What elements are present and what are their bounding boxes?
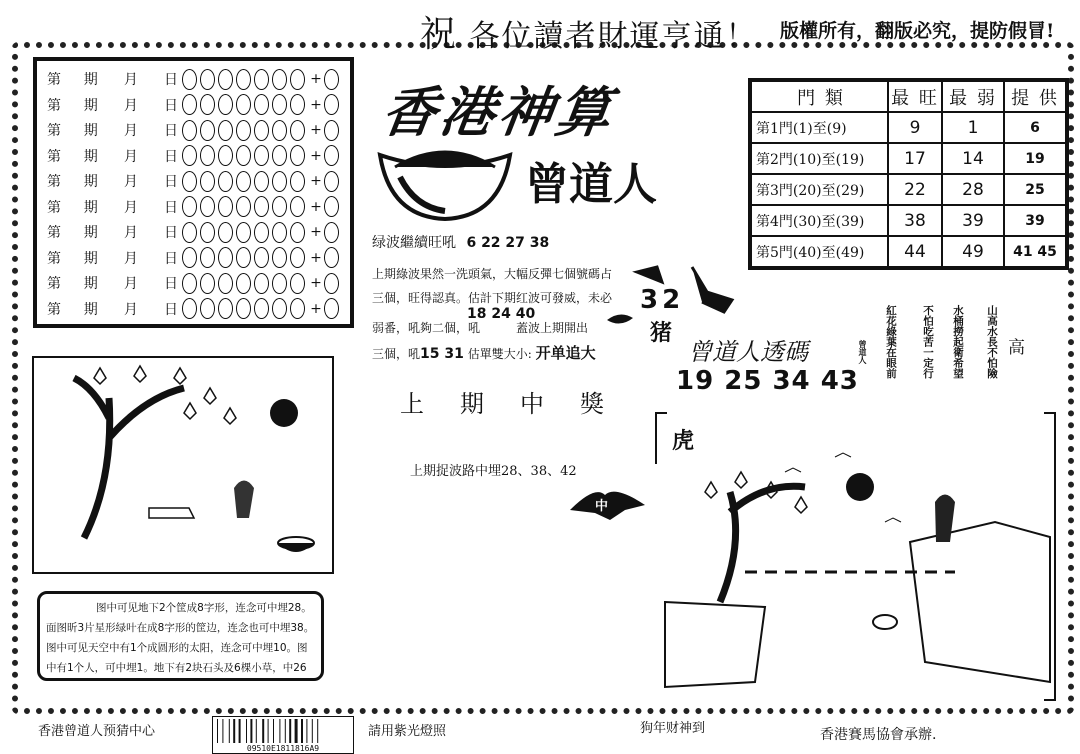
record-cell: 第	[47, 250, 61, 267]
door-weak: 1	[942, 112, 1004, 143]
door-hot: 38	[888, 205, 942, 236]
zodiac-number: 32	[640, 285, 685, 315]
special-number-circle	[324, 120, 339, 141]
record-cell: 日	[164, 72, 179, 88]
number-circle	[218, 120, 233, 141]
table-row	[47, 67, 342, 91]
number-circle	[254, 145, 269, 166]
record-cell: 日	[164, 250, 179, 267]
number-circle	[218, 145, 233, 166]
record-cell: 第	[47, 301, 61, 318]
number-circle	[272, 273, 287, 294]
record-cell: 期	[83, 72, 98, 88]
number-circle	[236, 171, 251, 192]
door-give: 6	[1004, 112, 1067, 143]
number-circle	[290, 196, 305, 217]
footer-year-slogan: 狗年财神到	[640, 721, 706, 736]
caption-line-2: 面图昕3片星形绿叶在成8字形的筐边，连念也可中埋38。	[46, 622, 315, 634]
green-wave-label: 绿波繼續旺吼	[372, 235, 456, 251]
number-circle	[272, 222, 287, 243]
footer-organizer: 香港賽馬協會承辦.	[820, 727, 937, 743]
number-circle	[290, 298, 305, 319]
record-cell: 期	[83, 123, 98, 139]
record-cell: 期	[83, 250, 98, 267]
table-row	[750, 236, 1067, 268]
number-circle	[272, 247, 287, 268]
barcode-bar	[312, 719, 313, 743]
barcode-bar	[222, 719, 223, 743]
analysis-line-4	[372, 342, 596, 363]
number-circle	[182, 273, 197, 294]
number-circle	[200, 145, 215, 166]
plus-sign: +	[310, 224, 322, 240]
number-circle	[236, 69, 251, 90]
number-circle	[200, 222, 215, 243]
number-circle	[218, 69, 233, 90]
blessing-char: 祝	[420, 14, 459, 55]
poem-column-2: 不怕吃苦一定行	[922, 305, 934, 379]
barcode-text: 09510E1811816A9	[213, 744, 353, 753]
number-circle	[200, 273, 215, 294]
record-cell: 第	[47, 225, 61, 241]
barcode-bar	[317, 719, 318, 743]
number-circle	[290, 247, 305, 268]
barcode-bar	[250, 719, 252, 743]
number-circle	[272, 69, 287, 90]
number-circle	[254, 171, 269, 192]
number-circle	[182, 69, 197, 90]
door-give: 19	[1004, 143, 1067, 174]
record-cell: 第	[47, 97, 61, 114]
record-cell: 月	[123, 123, 138, 139]
record-cell: 第	[47, 123, 61, 139]
door-table-header	[750, 80, 1067, 112]
record-table	[33, 57, 354, 328]
table-row	[47, 93, 342, 117]
door-weak: 49	[942, 236, 1004, 268]
table-row	[47, 271, 342, 295]
number-circle	[290, 69, 305, 90]
table-row	[47, 195, 342, 219]
number-circle	[236, 273, 251, 294]
record-cell: 月	[123, 250, 138, 267]
record-cell: 期	[83, 174, 98, 190]
number-circle	[290, 120, 305, 141]
last-wave-note: 上期捉波路中埋28、38、42	[410, 464, 577, 479]
barcode-bar	[268, 719, 269, 743]
poem-signature: 曾道人	[858, 340, 868, 364]
special-number-circle	[324, 298, 339, 319]
plus-sign: +	[310, 147, 322, 164]
number-circle	[182, 120, 197, 141]
record-cell: 日	[164, 276, 179, 292]
door-range: 第3門(20)至(29)	[750, 174, 888, 205]
table-row	[750, 143, 1067, 174]
barcode-bar	[289, 719, 291, 743]
caption-line-1: 图中可见地下2个筐成8字形，连念可中埋28。	[96, 602, 312, 614]
special-number-circle	[324, 94, 339, 115]
analysis-numbers: 18 24 40	[467, 306, 536, 322]
number-circle	[182, 222, 197, 243]
gold-ingot-icon	[375, 147, 515, 223]
barcode-bar	[285, 719, 286, 743]
record-cell: 月	[123, 225, 138, 241]
number-circle	[182, 247, 197, 268]
number-circle	[272, 120, 287, 141]
record-cell: 日	[164, 148, 179, 165]
brush-stroke-icon	[605, 310, 635, 330]
number-circle	[236, 196, 251, 217]
caption-line-3: 图中可见天空中有1个成圆形的太阳，连念可中埋10。图	[46, 642, 308, 654]
record-cell: 月	[123, 276, 138, 292]
record-cell: 月	[123, 72, 138, 88]
number-circle	[236, 298, 251, 319]
analysis-line-4-bold: 开单追大	[535, 344, 596, 362]
number-circle	[272, 196, 287, 217]
record-cell: 日	[164, 225, 179, 241]
door-give: 25	[1004, 174, 1067, 205]
door-header-hot: 最 旺	[888, 80, 942, 112]
number-circle	[218, 196, 233, 217]
poem-column-3: 水桶撈起衛希望	[952, 305, 964, 379]
special-number-circle	[324, 273, 339, 294]
caption-line-4: 中有1个人，可中埋1。地下有2块石头及6棵小草，中26	[46, 662, 307, 674]
footer-uv-note: 請用紫光燈照	[368, 724, 447, 739]
door-header-weak: 最 弱	[942, 80, 1004, 112]
number-circle	[290, 145, 305, 166]
plus-sign: +	[310, 173, 322, 189]
number-circle	[218, 171, 233, 192]
number-circle	[218, 222, 233, 243]
plus-sign: +	[310, 198, 322, 215]
record-cell: 月	[123, 97, 138, 114]
number-circle	[254, 222, 269, 243]
record-cell: 日	[164, 97, 179, 114]
record-cell: 第	[47, 199, 61, 216]
record-cell: 日	[164, 123, 179, 139]
special-number-circle	[324, 196, 339, 217]
reveal-title: 曾道人透碼	[688, 338, 808, 366]
center-zodiac-char: 中	[595, 499, 609, 514]
door-range: 第4門(30)至(39)	[750, 205, 888, 236]
blessing-text: 各位讀者財運亨通！	[469, 19, 758, 54]
record-cell: 日	[164, 199, 179, 216]
number-circle	[200, 247, 215, 268]
number-circle	[272, 94, 287, 115]
author-name: 曾道人	[525, 159, 657, 210]
barcode-bars-icon	[213, 717, 353, 745]
number-circle	[254, 69, 269, 90]
number-circle	[182, 171, 197, 192]
analysis-line-3: 弱番，吼夠二個，吼 蓋波上期開出	[372, 321, 589, 335]
table-row	[47, 297, 342, 321]
number-circle	[236, 222, 251, 243]
door-range: 第1門(1)至(9)	[750, 112, 888, 143]
record-cell: 第	[47, 174, 61, 190]
number-circle	[254, 196, 269, 217]
number-circle	[200, 120, 215, 141]
table-row	[47, 220, 342, 244]
tree-farmer-illustration	[34, 358, 332, 572]
record-cell: 第	[47, 72, 61, 88]
analysis-line-1: 上期綠波果然一洗頭氣，大幅反彈七個號碼占	[372, 267, 613, 281]
puzzle-illustration-left	[32, 356, 334, 574]
barcode-bar	[295, 719, 298, 743]
puzzle-illustration-right	[655, 412, 1055, 697]
barcode-bar	[301, 719, 303, 743]
record-cell: 期	[83, 148, 98, 165]
barcode-bar	[273, 719, 274, 743]
table-row	[47, 246, 342, 270]
number-circle	[218, 298, 233, 319]
number-circle	[272, 298, 287, 319]
number-circle	[182, 298, 197, 319]
barcode-bar	[229, 719, 230, 743]
door-range: 第5門(40)至(49)	[750, 236, 888, 268]
green-wave-line	[372, 232, 549, 252]
footer-center-name: 香港曾道人预猜中心	[38, 724, 156, 739]
special-number-circle	[324, 171, 339, 192]
door-header-category: 門 類	[750, 80, 888, 112]
record-cell: 期	[83, 276, 98, 292]
table-row	[750, 112, 1067, 143]
number-circle	[182, 145, 197, 166]
number-circle	[272, 171, 287, 192]
barcode	[212, 716, 354, 754]
record-cell: 第	[47, 276, 61, 292]
plus-sign: +	[310, 249, 322, 266]
plus-sign: +	[310, 71, 322, 87]
door-weak: 28	[942, 174, 1004, 205]
number-circle	[200, 94, 215, 115]
record-cell: 期	[83, 97, 98, 114]
record-cell: 期	[83, 199, 98, 216]
door-hot: 22	[888, 174, 942, 205]
analysis-line-4-nums: 15 31	[420, 346, 464, 362]
door-give: 41 45	[1004, 236, 1067, 268]
door-weak: 39	[942, 205, 1004, 236]
poem-column-4: 山高水長不怕險	[986, 305, 998, 379]
number-circle	[254, 120, 269, 141]
record-cell: 月	[123, 199, 138, 216]
poem-column-1: 紅花綠葉在眼前	[885, 305, 897, 379]
record-cell: 期	[83, 301, 98, 318]
page-title: 香港神算	[378, 81, 619, 144]
poem-high-char: 高	[1008, 338, 1025, 358]
record-cell: 第	[47, 148, 61, 165]
record-cell: 月	[123, 301, 138, 318]
number-circle	[272, 145, 287, 166]
door-header-give: 提 供	[1004, 80, 1067, 112]
special-number-circle	[324, 222, 339, 243]
copyright-notice: 版權所有，翻版必究，提防假冒!	[780, 20, 1055, 42]
last-prize-heading: 上期中獎	[400, 390, 640, 418]
table-row	[47, 118, 342, 142]
illustration-caption	[37, 591, 324, 681]
door-hot: 17	[888, 143, 942, 174]
number-circle	[254, 273, 269, 294]
special-number-circle	[324, 247, 339, 268]
special-number-circle	[324, 145, 339, 166]
number-circle	[236, 247, 251, 268]
record-cell: 期	[83, 225, 98, 241]
door-hot: 44	[888, 236, 942, 268]
number-circle	[200, 171, 215, 192]
number-circle	[200, 69, 215, 90]
number-circle	[218, 247, 233, 268]
number-circle	[254, 94, 269, 115]
table-row	[750, 174, 1067, 205]
number-circle	[290, 222, 305, 243]
analysis-line-4-a: 三個，吼	[372, 347, 421, 361]
number-circle	[236, 120, 251, 141]
table-row	[750, 205, 1067, 236]
green-wave-numbers: 6 22 27 38	[466, 235, 550, 251]
barcode-bar	[256, 719, 257, 743]
door-table	[748, 78, 1069, 270]
number-circle	[254, 247, 269, 268]
number-circle	[236, 145, 251, 166]
number-circle	[200, 196, 215, 217]
number-circle	[182, 196, 197, 217]
barcode-bar	[239, 719, 241, 743]
analysis-line-2: 三個，旺得認真。估計下期红波可發威，未必	[372, 291, 613, 305]
number-circle	[290, 94, 305, 115]
door-weak: 14	[942, 143, 1004, 174]
record-cell: 日	[164, 174, 179, 190]
plus-sign: +	[310, 275, 322, 291]
table-row	[47, 169, 342, 193]
barcode-bar	[233, 719, 235, 743]
zodiac-animal: 猪	[650, 320, 673, 346]
barcode-bar	[306, 719, 307, 743]
header-blessing	[420, 6, 758, 57]
record-cell: 月	[123, 174, 138, 190]
reveal-numbers: 19 25 34 43	[676, 366, 859, 396]
number-circle	[290, 273, 305, 294]
plus-sign: +	[310, 122, 322, 138]
number-circle	[290, 171, 305, 192]
plus-sign: +	[310, 300, 322, 317]
plus-sign: +	[310, 96, 322, 113]
number-circle	[182, 94, 197, 115]
door-hot: 9	[888, 112, 942, 143]
tiger-label: 虎	[672, 428, 695, 454]
analysis-line-4-b: 估單雙大小:	[467, 347, 532, 361]
record-cell: 日	[164, 301, 179, 318]
number-circle	[254, 298, 269, 319]
barcode-bar	[262, 719, 264, 743]
record-cell: 月	[123, 148, 138, 165]
barcode-bar	[217, 719, 218, 743]
special-number-circle	[324, 69, 339, 90]
barcode-bar	[246, 719, 247, 743]
number-circle	[218, 273, 233, 294]
number-circle	[236, 94, 251, 115]
door-give: 39	[1004, 205, 1067, 236]
door-range: 第2門(10)至(19)	[750, 143, 888, 174]
number-circle	[200, 298, 215, 319]
table-row	[47, 144, 342, 168]
barcode-bar	[279, 719, 280, 743]
number-circle	[218, 94, 233, 115]
